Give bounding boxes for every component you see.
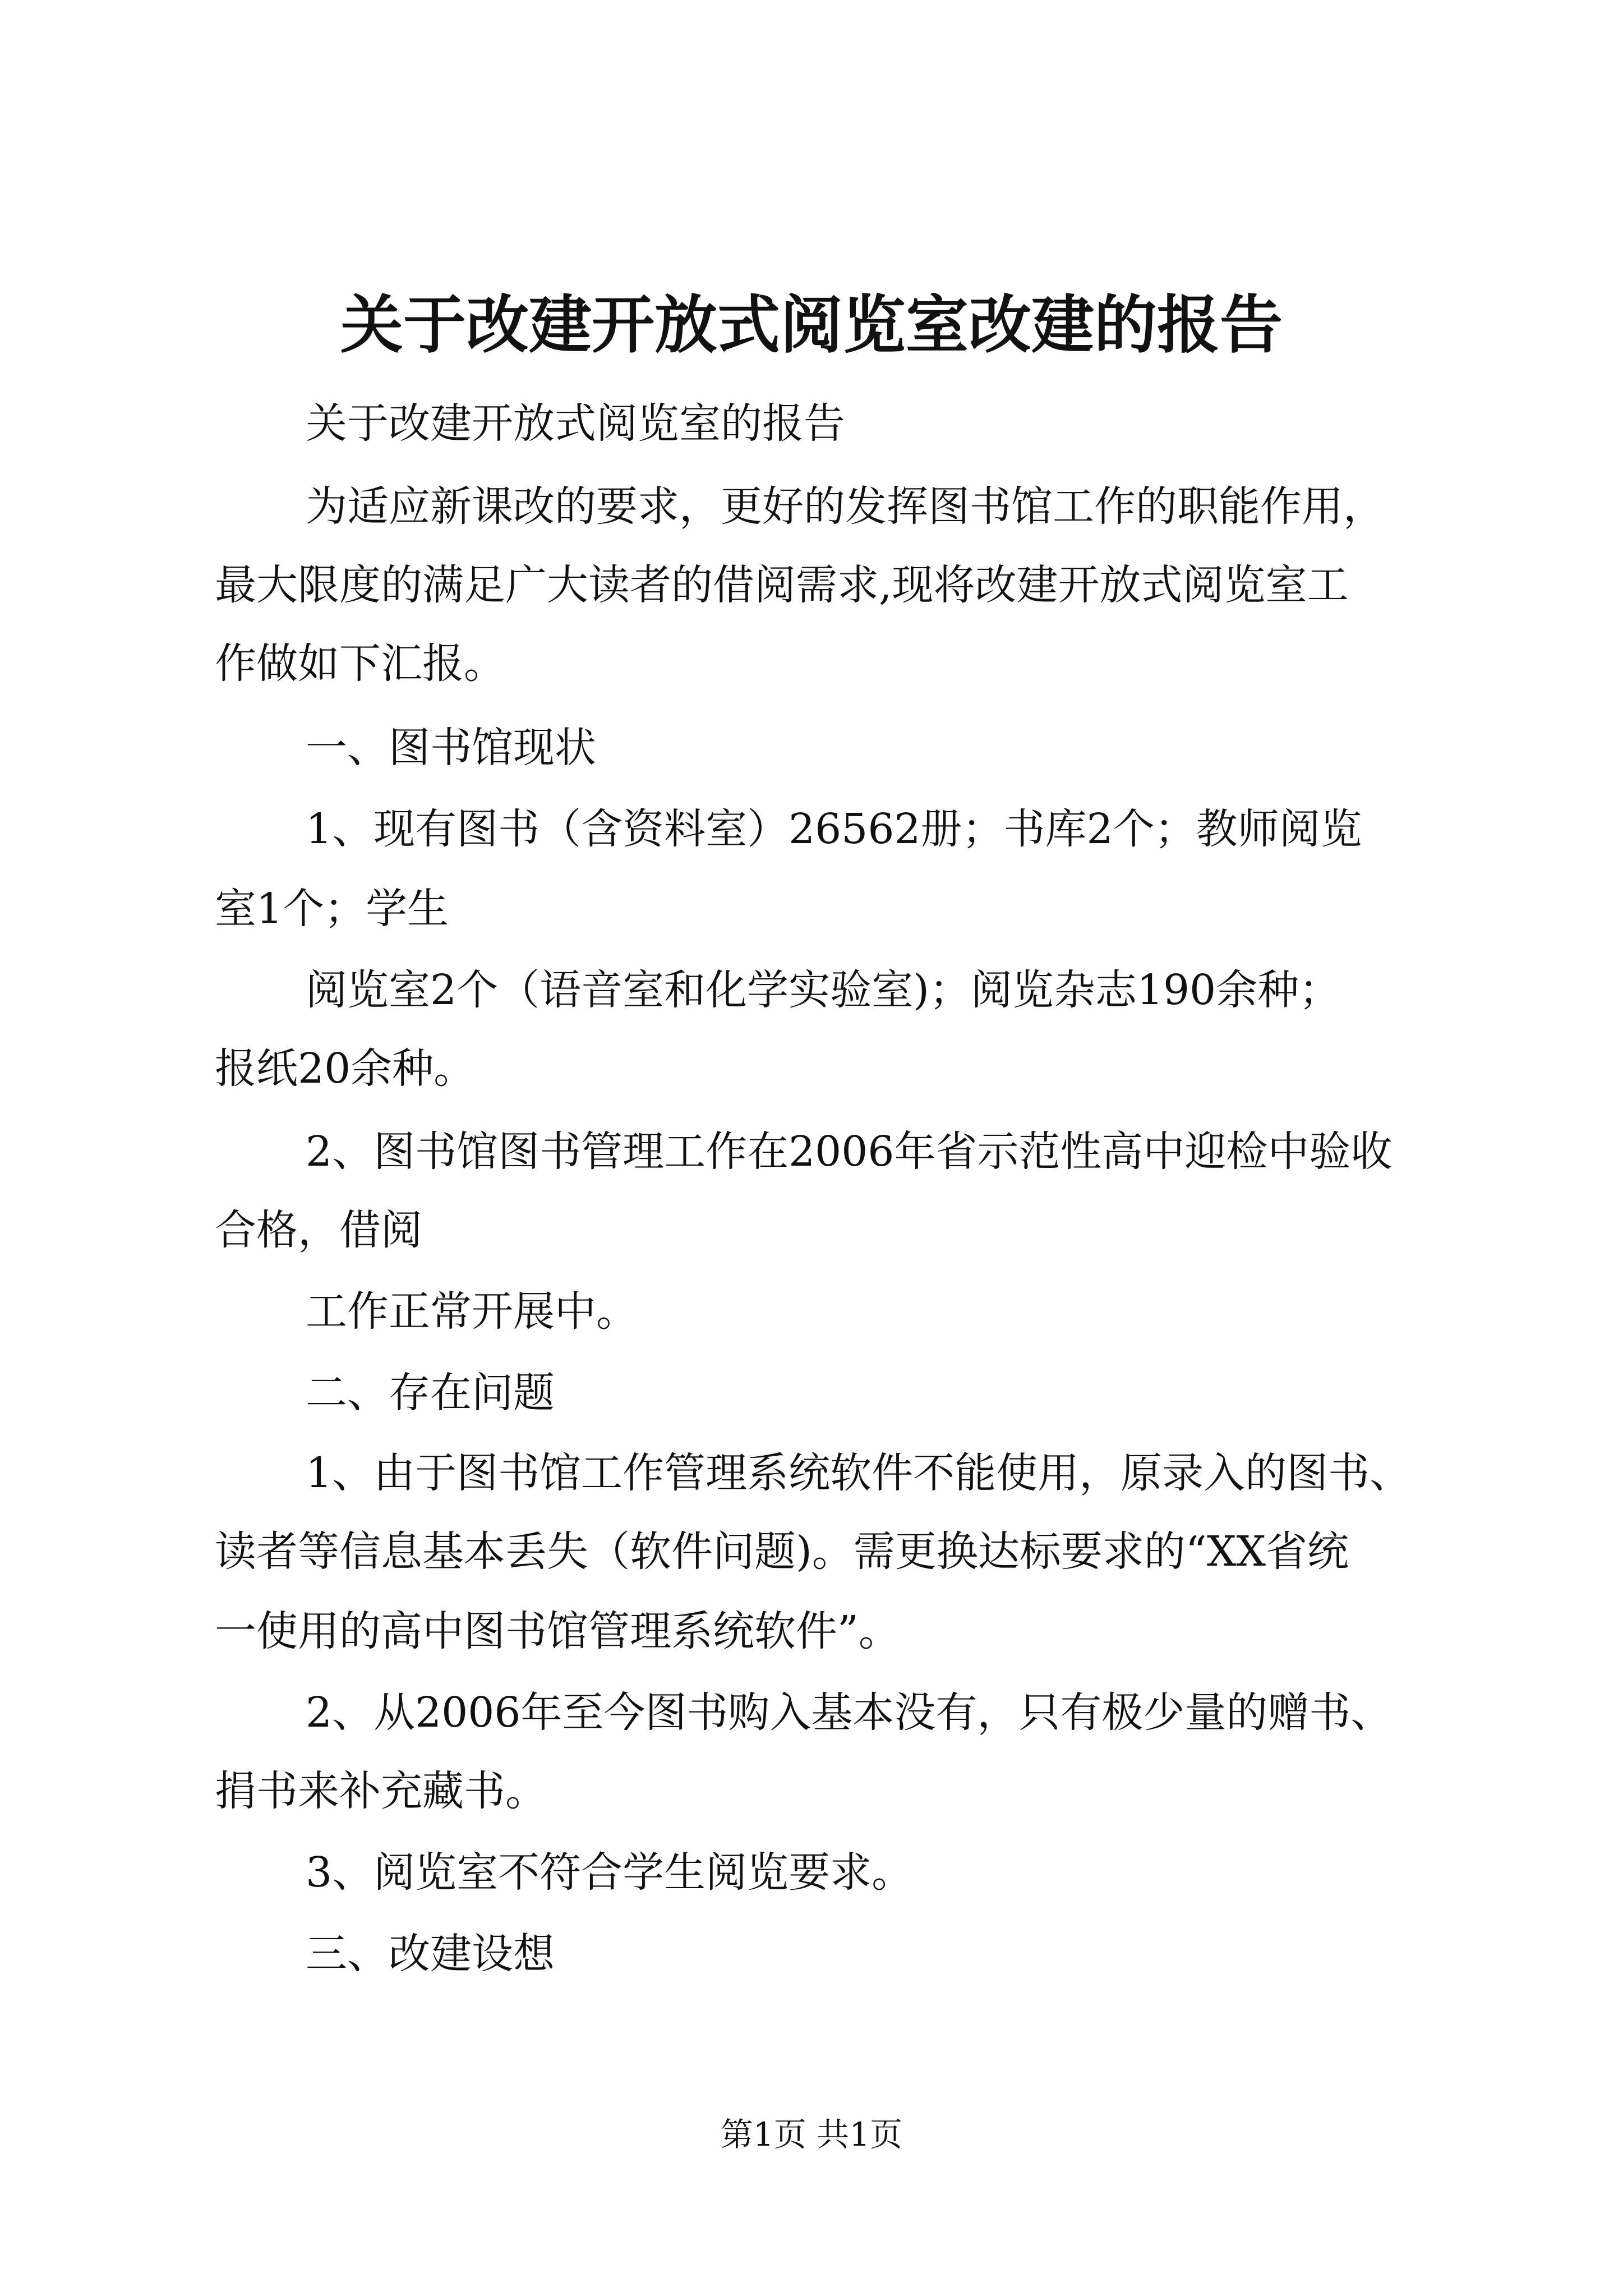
document-title: 关于改建开放式阅览室改建的报告 [340, 288, 1283, 362]
body-line: 合格，借阅 [215, 1206, 422, 1254]
body-line: 3、阅览室不符合学生阅览要求。 [306, 1848, 914, 1897]
body-line: 2、从2006年至今图书购入基本没有，只有极少量的赠书、 [306, 1688, 1393, 1737]
body-line: 1、由于图书馆工作管理系统软件不能使用，原录入的图书、 [306, 1449, 1412, 1497]
body-line: 一使用的高中图书馆管理系统软件”。 [215, 1607, 900, 1655]
section-heading: 二、存在问题 [306, 1369, 555, 1417]
body-line: 报纸20余种。 [215, 1045, 476, 1093]
body-line: 室1个；学生 [215, 885, 449, 933]
body-line: 关于改建开放式阅览室的报告 [306, 399, 845, 448]
body-line: 读者等信息基本丢失（软件问题)。需更换达标要求的“XX省统 [215, 1527, 1349, 1576]
body-line: 为适应新课改的要求，更好的发挥图书馆工作的职能作用， [306, 482, 1385, 531]
body-line: 工作正常开展中。 [306, 1287, 638, 1336]
body-line: 2、图书馆图书管理工作在2006年省示范性高中迎检中验收 [306, 1128, 1393, 1176]
section-heading: 一、图书馆现状 [306, 724, 596, 772]
body-line: 最大限度的满足广大读者的借阅需求,现将改建开放式阅览室工 [215, 561, 1349, 609]
body-line: 阅览室2个（语音室和化学实验室)；阅览杂志190余种； [306, 966, 1341, 1014]
page-footer: 第1页 共1页 [720, 2115, 903, 2154]
body-line: 作做如下汇报。 [215, 639, 505, 688]
body-line: 1、现有图书（含资料室）26562册；书库2个；教师阅览 [306, 805, 1362, 853]
body-line: 捐书来补充藏书。 [215, 1767, 547, 1815]
section-heading: 三、改建设想 [306, 1930, 555, 1978]
